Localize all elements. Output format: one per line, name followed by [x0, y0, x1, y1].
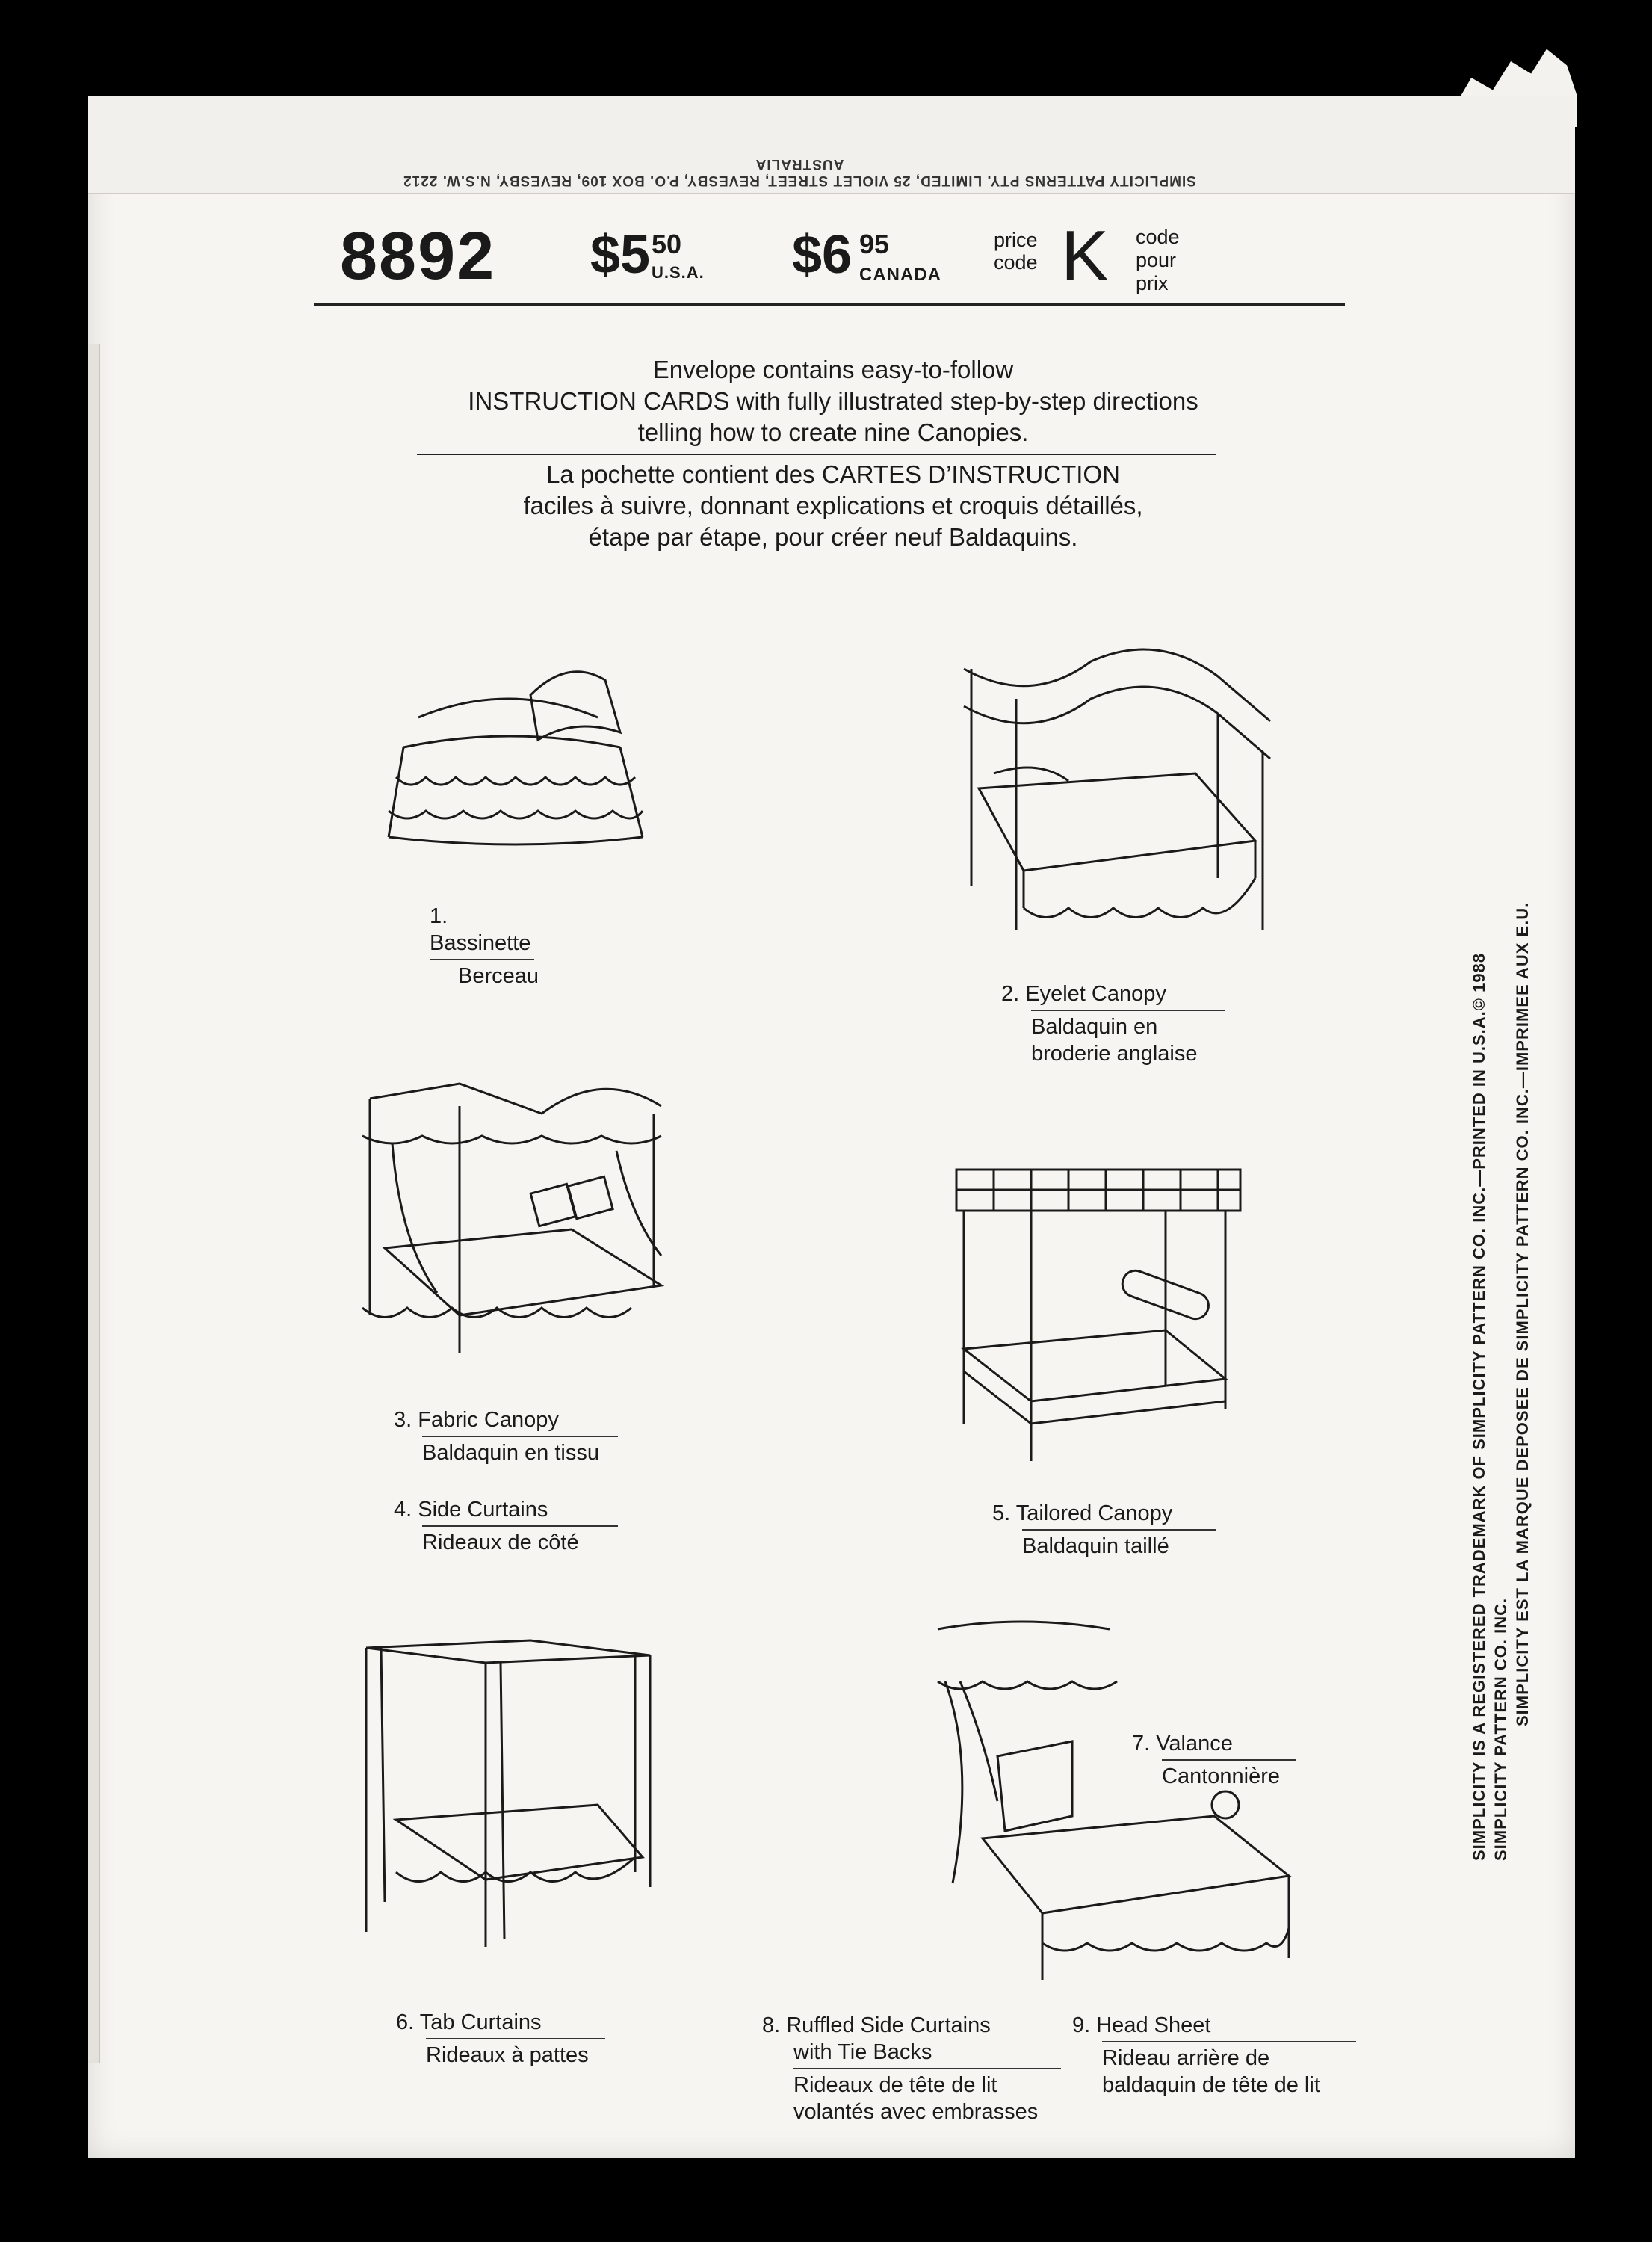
item-5-label	[992, 1500, 1216, 1560]
price-code-label: price code	[994, 229, 1038, 274]
valance-curtains-headsheet-illustration	[930, 1614, 1304, 1988]
intro-fr-line: faciles à suivre, donnant explications et croquis détaillés,	[523, 492, 1143, 519]
item-8-en2: with Tie Backs	[793, 2040, 932, 2064]
intro-french	[314, 459, 1352, 553]
price-usa	[590, 224, 705, 285]
item-9-label	[1072, 2012, 1356, 2099]
price-code: K	[1061, 216, 1110, 296]
envelope-left-edge	[88, 344, 100, 2063]
item-9-fr2: baldaquin de tête de lit	[1102, 2073, 1320, 2097]
label-divider	[426, 2038, 605, 2039]
item-2-fr: Baldaquin en	[1031, 1015, 1158, 1039]
label-divider	[793, 2068, 1061, 2069]
price-usa-cents: 50	[652, 229, 682, 259]
legal-notice	[1468, 859, 1558, 1861]
item-3-label	[394, 1406, 618, 1466]
intro-fr-line: La pochette contient des CARTES D’INSTRUCTION	[546, 460, 1120, 488]
intro-fr-line: étape par étape, pour créer neuf Baldaquins.	[588, 523, 1078, 551]
item-8-en: 8. Ruffled Side Curtains	[762, 2013, 991, 2037]
price-usa-dollar: $5	[590, 225, 651, 285]
bassinette-illustration	[381, 650, 650, 852]
intro-divider	[417, 454, 1216, 455]
price-canada	[792, 224, 941, 285]
item-8-fr2: volantés avec embrasses	[793, 2100, 1039, 2124]
tab-curtains-illustration	[351, 1633, 665, 1947]
item-6-fr: Rideaux à pattes	[426, 2043, 589, 2067]
item-6-label	[396, 2009, 605, 2069]
item-4-label	[394, 1496, 618, 1556]
item-5-en: 5. Tailored Canopy	[992, 1501, 1173, 1525]
label-divider	[1022, 1529, 1216, 1531]
intro-en-line: Envelope contains easy-to-follow	[652, 356, 1014, 383]
legal-line: SIMPLICITY IS A REGISTERED TRADEMARK OF SIMPLICITY PATTERN CO. INC.—PRINTED IN U.S.A.© 1988 SIMPLICITY PATTERN CO. INC.	[1470, 952, 1510, 1861]
item-9-fr: Rideau arrière de	[1102, 2046, 1270, 2070]
item-8-label	[762, 2012, 1061, 2125]
item-3-en: 3. Fabric Canopy	[394, 1408, 559, 1432]
intro-en-line: telling how to create nine Canopies.	[637, 419, 1029, 446]
item-4-fr: Rideaux de côté	[422, 1531, 579, 1554]
label-divider	[1162, 1759, 1296, 1761]
item-2-en: 2. Eyelet Canopy	[1001, 982, 1166, 1006]
label-divider	[430, 959, 534, 960]
publisher-address: SIMPLICITY PATTERNS PTY. LIMITED, 25 VIOLET STREET, REVESBY, P.O. BOX 109, REVESBY, N.S.W. 2212 AUSTRALIA	[403, 156, 1196, 188]
item-2-fr2: broderie anglaise	[1031, 1042, 1198, 1066]
item-5-fr: Baldaquin taillé	[1022, 1534, 1169, 1558]
fabric-canopy-illustration	[347, 1069, 684, 1368]
price-usa-label: U.S.A.	[652, 263, 705, 282]
item-4-en: 4. Side Curtains	[394, 1498, 548, 1522]
item-7-en: 7. Valance	[1132, 1732, 1233, 1755]
label-divider	[422, 1525, 618, 1527]
eyelet-canopy-illustration	[949, 631, 1278, 945]
label-divider	[1102, 2041, 1356, 2042]
header-rule	[314, 303, 1345, 306]
intro-english	[314, 354, 1352, 448]
item-3-fr: Baldaquin en tissu	[422, 1441, 599, 1465]
code-prix-label: code pour prix	[1136, 226, 1180, 294]
item-2-label	[1001, 981, 1225, 1067]
price-canada-cents: 95	[859, 229, 890, 259]
item-7-label	[1132, 1730, 1296, 1790]
tailored-canopy-illustration	[949, 1162, 1248, 1461]
item-6-en: 6. Tab Curtains	[396, 2010, 542, 2034]
price-canada-label: CANADA	[859, 265, 941, 285]
item-1-label	[430, 903, 539, 989]
item-1-fr: Berceau	[458, 964, 539, 988]
label-divider	[1031, 1010, 1225, 1011]
price-canada-dollar: $6	[792, 225, 853, 285]
item-7-fr: Cantonnière	[1162, 1764, 1280, 1788]
label-divider	[422, 1436, 618, 1437]
item-8-fr: Rideaux de tête de lit	[793, 2073, 997, 2097]
price-header	[314, 217, 1345, 306]
pattern-number: 8892	[340, 219, 496, 294]
intro-en-line: INSTRUCTION CARDS with fully illustrated step-by-step directions	[468, 387, 1198, 415]
legal-line: SIMPLICITY EST LA MARQUE DEPOSEE DE SIMPLICITY PATTERN CO. INC.—IMPRIMEE AUX E.U.	[1513, 901, 1532, 1726]
item-9-en: 9. Head Sheet	[1072, 2013, 1211, 2037]
item-1-en: 1. Bassinette	[430, 904, 531, 955]
